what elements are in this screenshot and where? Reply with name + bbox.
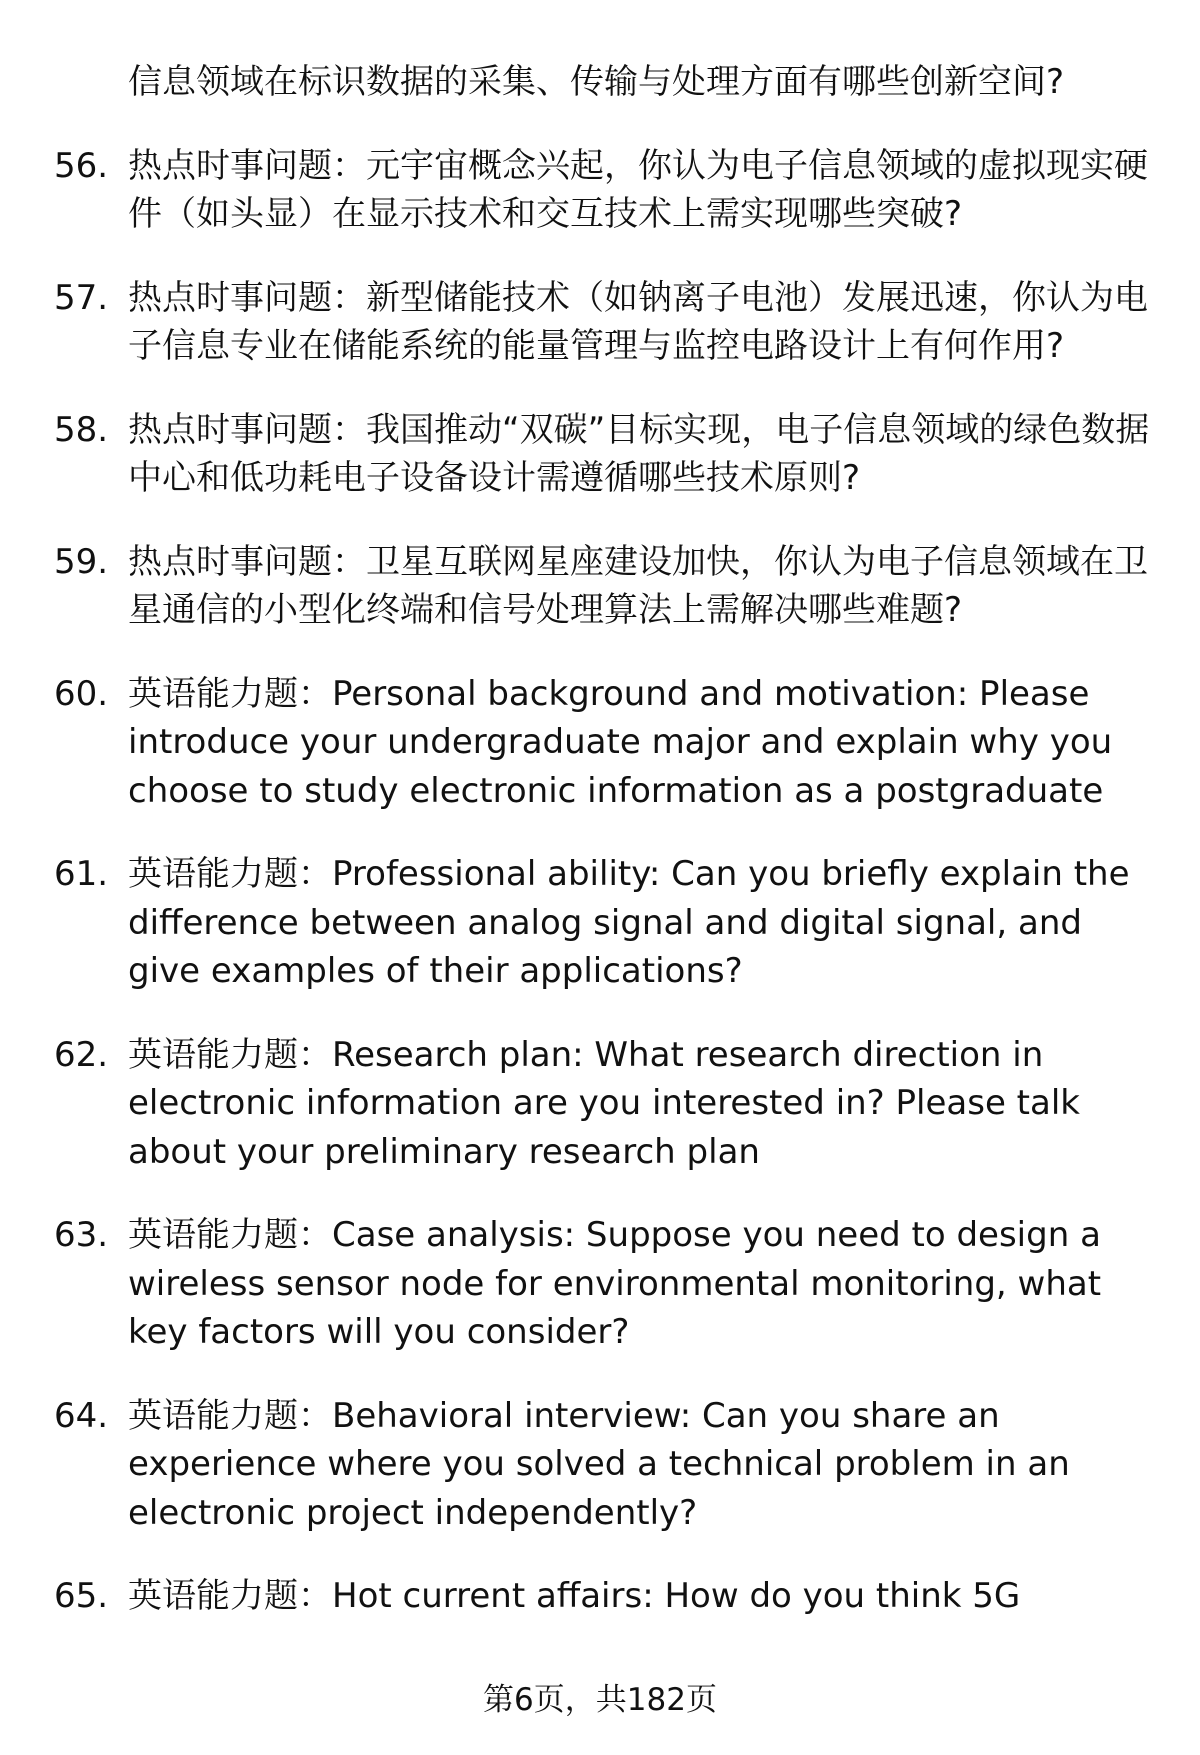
question-number: 60.	[54, 673, 109, 714]
question-text: 英语能力题：Professional ability: Can you briefly explain the difference between analog signal and digital signal, and give examples of their applications?	[128, 854, 1130, 991]
question-list	[0, 58, 1200, 1656]
question-item-61	[0, 850, 1200, 996]
question-number: 57.	[54, 277, 109, 318]
question-item-57	[0, 274, 1200, 371]
question-number: 58.	[54, 409, 109, 450]
question-number: 64.	[54, 1395, 109, 1436]
question-text: 热点时事问题：元宇宙概念兴起，你认为电子信息领域的虚拟现实硬件（如头显）在显示技术和交互技术上需实现哪些突破?	[128, 145, 1148, 234]
question-number: 63.	[54, 1215, 109, 1255]
question-text: 热点时事问题：卫星互联网星座建设加快，你认为电子信息领域在卫星通信的小型化终端和信号处理算法上需解决哪些难题?	[128, 541, 1148, 630]
question-item-56	[0, 142, 1200, 239]
question-item-65	[0, 1572, 1200, 1621]
question-item-62	[0, 1031, 1200, 1177]
question-item-58	[0, 406, 1200, 503]
question-text: 热点时事问题：新型储能技术（如钠离子电池）发展迅速，你认为电子信息专业在储能系统的能量管理与监控电路设计上有何作用?	[128, 277, 1148, 366]
question-text: 英语能力题：Hot current affairs: How do you think 5G	[128, 1576, 1021, 1616]
question-item-64	[0, 1392, 1200, 1538]
question-item-59	[0, 538, 1200, 635]
question-text: 英语能力题：Research plan: What research direction in electronic information are you interested in? Please talk about your preliminary research plan	[128, 1034, 1080, 1172]
question-text: 英语能力题：Case analysis: Suppose you need to design a wireless sensor node for environmental monitoring, what key factors will you consider?	[128, 1215, 1102, 1352]
question-text: 英语能力题：Personal background and motivation: Please introduce your undergraduate major and explain why you choose to study electronic information as a postgraduate	[128, 673, 1113, 811]
question-item-63	[0, 1211, 1200, 1357]
page-footer: 第6页，共182页	[483, 1682, 717, 1718]
continuation-text: 信息领域在标识数据的采集、传输与处理方面有哪些创新空间?	[128, 62, 1065, 102]
question-item-60	[0, 670, 1200, 816]
question-number: 65.	[54, 1576, 109, 1616]
question-number: 61.	[54, 854, 109, 894]
question-text: 热点时事问题：我国推动“双碳”目标实现，电子信息领域的绿色数据中心和低功耗电子设备设计需遵循哪些技术原则?	[128, 409, 1150, 498]
question-number: 62.	[54, 1034, 109, 1075]
question-text: 英语能力题：Behavioral interview: Can you share an experience where you solved a technical problem in an electronic project independently?	[128, 1395, 1070, 1533]
question-number: 59.	[54, 541, 109, 582]
continuation-line	[0, 58, 1200, 107]
question-number: 56.	[54, 145, 109, 186]
